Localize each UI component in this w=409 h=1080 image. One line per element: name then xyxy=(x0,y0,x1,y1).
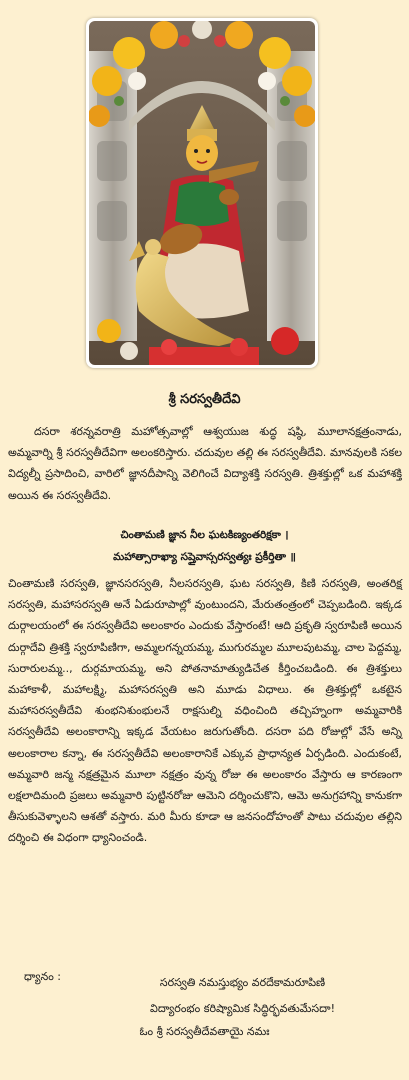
dhyanam-line-1: సరస్వతి నమస్తుభ్యం వరదేకామరూపిణి xyxy=(159,976,326,989)
verse-line-1: చింతామణి జ్ఞాన నీల ఘటకిణ్యంతరిక్షకా । xyxy=(120,529,289,541)
saraswati-devi-image xyxy=(89,21,315,365)
intro-paragraph xyxy=(8,421,402,506)
dhyanam-line-2: విద్యారంభం కరిష్యామిక సిద్ధిర్భవతుమేసదా! xyxy=(150,1002,335,1015)
page-title: శ్రీ సరస్వతీదేవి xyxy=(168,392,241,407)
sloka-verse xyxy=(0,524,409,568)
intro-text: దసరా శరన్నవరాత్రి మహోత్సవాల్లో ఆశ్వయుజ శుద్ధ షష్ఠి, మూలానక్షత్రంనాడు, అమ్మవార్ని శ్రీ సరస్వతీదేవిగా అలంకరిస్తారు. చదువుల తల్లి ఈ సరస్వతీదేవి. మానవులకి సకల విద్యల్నీ ప్రసాదించి, వారిలో జ్ఞానదీపాన్ని వెలిగించే విద్యాశక్తి సరస్వతి. త్రిశక్తుల్లో ఒక మహాశక్తి అయిన ఈ సరస్వతీదేవి. xyxy=(8,425,402,502)
main-paragraph xyxy=(8,573,402,849)
dhyanam-sloka xyxy=(90,970,395,1022)
dhyanam-label: ధ్యానం : xyxy=(24,970,61,983)
verse-line-2: మహాత్సారాఖ్యా సప్తైవాస్సరస్వత్యః ప్రకీర్తితా ॥ xyxy=(113,551,296,563)
om-mantra: ఓం శ్రీ సరస్వతీదేవతాయై నమః xyxy=(139,1025,270,1038)
main-text: చింతామణి సరస్వతి, జ్ఞానసరస్వతి, నీలసరస్వతి, ఘట సరస్వతి, కిణి సరస్వతి, అంతరిక్ష సరస్వతి, మహాసరస్వతి అనే ఏడురూపాల్లో వుంటుందని, మేరుతంత్రంలో చెప్పబడింది. ఇక్కడ దుర్గాలయంలో ఈ సరస్వతీదేవి అలంకారం ఎందుకు వేస్తారంటే! ఆది ప్రకృతి స్వరూపిణి అయిన దుర్గాదేవి త్రిశక్తి స్వరూపిణిగా, అమ్మలగన్నయమ్మ, ముగురమ్మల మూలపుటమ్మ, చాల పెద్దమ్మ, సురారులమ్మ.., దుర్గమాయమ్మ, అని పోతనామాత్యుడిచేత కీర్తించబడింది. ఈ త్రిశక్తులు మహాకాళీ, మహాలక్ష్మి, మహాసరస్వతి అని మూడు విధాలు. ఈ త్రిశక్తుల్లో ఒకటైన మహాసరస్వతీదేవి శుంభనిశుంభులనే రాక్షసుల్ని వధించింది తచ్చిహ్నంగా అమ్మవారికి సరస్వతీదేవి అలంకారాన్ని ఇక్కడ వేయటం జరుగుతోంది. దసరా పది రోజుల్లో వేసే అన్ని అలంకారాల కన్నా, ఈ సరస్వతీదేవి అలంకారానికే ఎక్కువ ప్రాధాన్యత ఏర్పడింది. ఎందుకంటే, అమ్మవారి జన్మ నక్షత్రమైన మూలా నక్షత్రం వున్న రోజు ఈ అలంకారం వేస్తారు ఆ కారణంగా లక్షలాదిమంది ప్రజలు అమ్మవారి పుట్టినరోజు ఆమెని దర్శించుకొని, ఆమె అనుగ్రహాన్ని కానుకగా తీసుకువెళ్ళాలని ఆశతో వస్తారు. మరి మీరు కూడా ఆ జనసందోహంతో పాటు చదువుల తల్లిని దర్శించి ఈ విధంగా ధ్యానించండి. xyxy=(8,577,402,845)
deity-photo xyxy=(86,18,318,368)
